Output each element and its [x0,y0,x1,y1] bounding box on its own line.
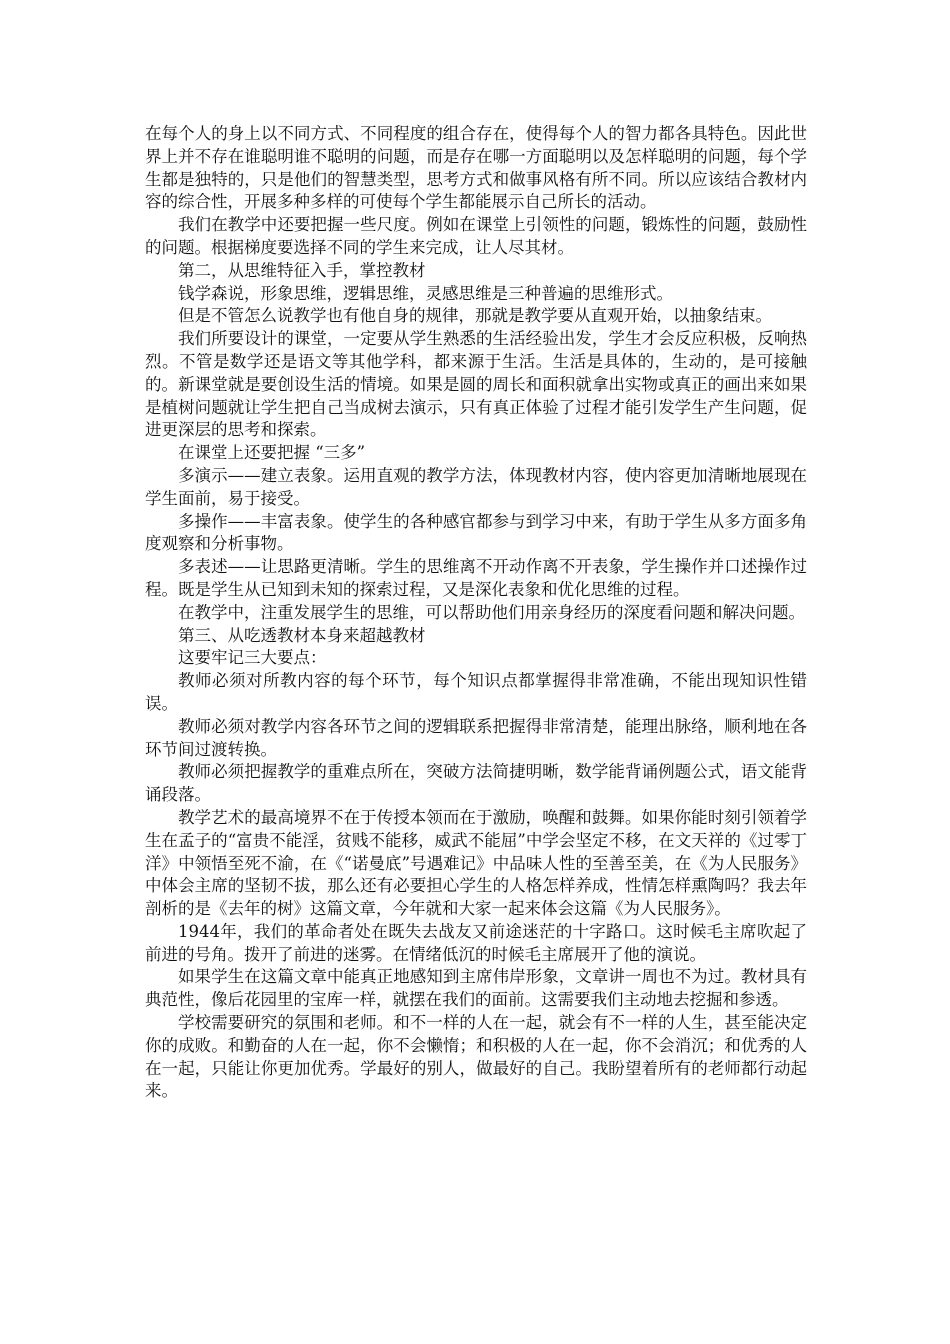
paragraph-chairman-image: 如果学生在这篇文章中能真正地感知到主席伟岸形象，文章讲一周也不为过。教材具有典范性，像后花园里的宝库一样，就摆在我们的面前。这需要我们主动地去挖掘和参透。 [145,967,807,1010]
paragraph-1944: 1944年，我们的革命者处在既失去战友又前途迷茫的十字路口。这时候毛主席吹起了前进的号角。拨开了前进的迷雾。在情绪低沉的时候毛主席展开了他的演说。 [145,921,807,964]
paragraph-intelligence-continuation: 在每个人的身上以不同方式、不同程度的组合存在，使得每个人的智力都各具特色。因此世界上并不存在谁聪明谁不聪明的问题，而是存在哪一方面聪明以及怎样聪明的问题，每个学生都是独特的，只是他们的智慧类型，思考方式和做事风格有所不同。所以应该结合教材内容的综合性，开展多种多样的可使每个学生都能展示自己所长的活动。 [145,124,807,212]
paragraph-more-operation: 多操作——丰富表象。使学生的各种感官都参与到学习中来，有助于学生从多方面多角度观察和分析事物。 [145,511,807,554]
paragraph-classroom-design: 我们所要设计的课堂，一定要从学生熟悉的生活经验出发，学生才会反应积极，反响热烈。不管是数学还是语文等其他学科，都来源于生活。生活是具体的，生动的，是可接触的。新课堂就是要创设生活的情境。如果是圆的周长和面积就拿出实物或真正的画出来如果是植树问题就让学生把自己当成树去演示，只有真正体验了过程才能引发学生产生问题，促进更深层的思考和探索。 [145,329,807,440]
paragraph-school-atmosphere: 学校需要研究的氛围和老师。和不一样的人在一起，就会有不一样的人生，甚至能决定你的成败。和勤奋的人在一起，你不会懒惰；和积极的人在一起，你不会消沉；和优秀的人在一起，只能让你更加优秀。学最好的别人，做最好的自己。我盼望着所有的老师都行动起来。 [145,1013,807,1101]
paragraph-qian-xuesen: 钱学森说，形象思维，逻辑思维，灵感思维是三种普遍的思维形式。 [178,283,673,303]
paragraph-teaching-scale: 我们在教学中还要把握一些尺度。例如在课堂上引领性的问题，锻炼性的问题，鼓励性的问题。根据梯度要选择不同的学生来完成，让人尽其材。 [145,215,807,257]
paragraph-teaching-art: 教学艺术的最高境界不在于传授本领而在于激励，唤醒和鼓舞。如果你能时刻引领着学生在孟子的“富贵不能淫，贫贱不能移，威武不能屈”中学会坚定不移，在文天祥的《过零丁洋》中领悟至死不渝，在《“诺曼底”号遇难记》中品味人性的至善至美，在《为人民服务》中体会主席的坚韧不拔，那么还有必要担心学生的人格怎样养成，性情怎样熏陶吗？我去年剖析的是《去年的树》这篇文章，今年就和大家一起来体会这篇《为人民服务》。 [145,807,807,919]
section-heading-second: 第二，从思维特征入手，掌控教材 [178,260,426,280]
paragraph-more-expression: 多表述——让思路更清晰。学生的思维离不开动作离不开表象，学生操作并口述操作过程。既是学生从已知到未知的探索过程，又是深化表象和优化思维的过程。 [145,557,807,599]
paragraph-point-one: 教师必须对所教内容的每个环节，每个知识点都掌握得非常准确，不能出现知识性错误。 [145,671,807,713]
section-heading-third: 第三、从吃透教材本身来超越教材 [178,625,426,645]
paragraph-teaching-rule: 但是不管怎么说教学也有他自身的规律，那就是教学要从直观开始，以抽象结束。 [178,306,772,326]
document-page [145,123,807,1103]
paragraph-more-demonstration: 多演示——建立表象。运用直观的教学方法，体现教材内容，使内容更加清晰地展现在学生面前，易于接受。 [145,465,807,508]
paragraph-three-more: 在课堂上还要把握 “三多” [178,443,366,463]
paragraph-point-three: 教师必须把握教学的重难点所在，突破方法简捷明晰，数学能背诵例题公式，语文能背诵段落。 [145,762,807,805]
paragraph-point-two: 教师必须对教学内容各环节之间的逻辑联系把握得非常清楚，能理出脉络，顺利地在各环节间过渡转换。 [145,716,807,759]
paragraph-three-points: 这要牢记三大要点： [178,648,327,668]
paragraph-develop-thinking: 在教学中，注重发展学生的思维，可以帮助他们用亲身经历的深度看问题和解决问题。 [178,602,805,622]
